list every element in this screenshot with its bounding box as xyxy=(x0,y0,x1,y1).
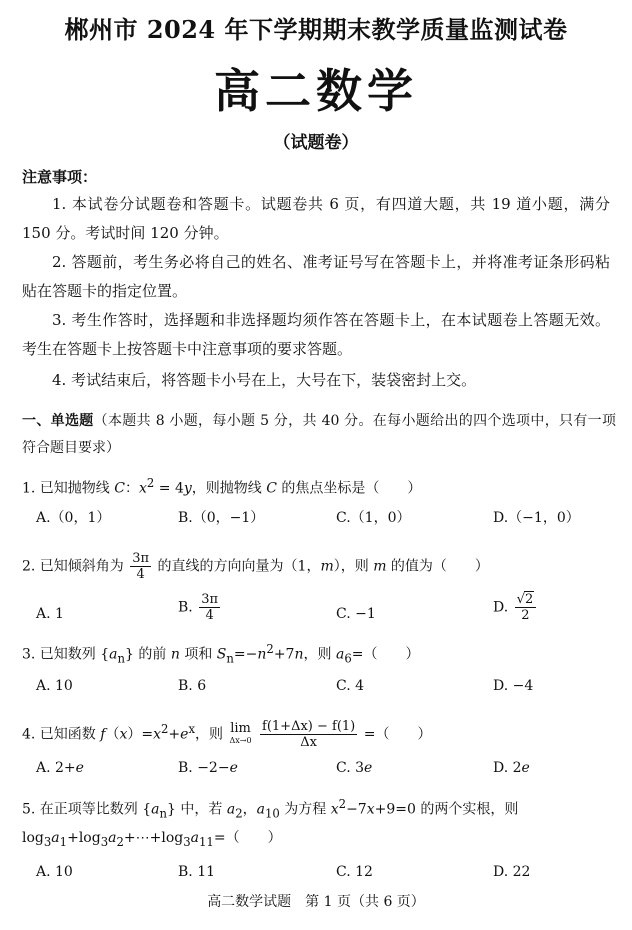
question-4-option-c: C. 3e xyxy=(336,760,373,776)
question-5-option-c: C. 12 xyxy=(336,864,373,880)
section-title: 一、单选题 xyxy=(22,413,94,429)
question-2-option-c: C. −1 xyxy=(336,606,376,622)
question-5-option-a: A. 10 xyxy=(36,864,73,880)
question-5-option-d: D. 22 xyxy=(493,864,531,880)
question-5-option-b: B. 11 xyxy=(178,864,216,880)
notice-item-3: 3. 考生作答时，选择题和非选择题均须作答在答题卡上，在本试题卷上答题无效。考生在答题卡上按答题卡中注意事项的要求答题。 xyxy=(22,311,610,358)
question-5-stem: 5. 在正项等比数列 $\{a_n\}$ 中，若 $a_2$，$a_{10}$ 为方程 $x^2-7x+9=0$ 的两个实根，则 xyxy=(22,797,519,821)
question-4-option-b: B. −2−e xyxy=(178,760,238,776)
question-4-option-a: A. 2+e xyxy=(36,760,84,776)
question-2-angle-fraction: $\frac{3\pi}{4}$ xyxy=(132,551,150,582)
question-4-difference-quotient: $\frac{f(1+\Delta x) - f(1)}{\Delta x}$ xyxy=(262,719,356,751)
question-3-option-c: C. 4 xyxy=(336,678,365,694)
question-3-option-d: D. −4 xyxy=(493,678,534,694)
question-2-option-b: B. $\frac{3\pi}{4}$ xyxy=(178,592,219,623)
question-1-stem: 1. 已知抛物线 C：$x^2 = 4y$，则抛物线 C 的焦点坐标是（ ） xyxy=(22,476,422,497)
exam-title: 郴州市 2024 年下学期期末教学质量监测试卷 xyxy=(64,15,568,44)
section-heading xyxy=(22,408,616,462)
question-5-log-expression: $\log_3a_1+\log_3a_2+\cdots+\log_3a_{11}=$（ ） xyxy=(22,830,282,849)
question-2-stem: 2. 已知倾斜角为 $\frac{3\pi}{4}$ 的直线的方向向量为（1，m），则 m 的值为（ ） xyxy=(22,551,489,582)
notice-item-1: 1. 本试卷分试题卷和答题卡。试题卷共 6 页，有四道大题，共 19 道小题，满分 150 分。考试时间 120 分钟。 xyxy=(22,195,610,242)
question-1-option-a: A.（0，1） xyxy=(36,510,111,526)
subject-title: 高二数学 xyxy=(214,64,418,118)
question-3-option-a: A. 10 xyxy=(36,678,73,694)
question-1-option-d: D.（−1，0） xyxy=(493,510,580,526)
notice-heading: 注意事项： xyxy=(22,168,98,186)
notice-item-2: 2. 答题前，考生务必将自己的姓名、准考证号写在答题卡上，并将准考证条形码粘贴在答题卡的指定位置。 xyxy=(22,253,610,300)
question-4-option-d: D. 2e xyxy=(493,760,530,776)
paper-type-label: （试题卷） xyxy=(273,133,359,153)
question-1-option-b: B.（0，−1） xyxy=(178,510,265,526)
question-2-option-d: D. $\frac{√2}{2}$ xyxy=(493,592,538,623)
question-3-stem: 3. 已知数列 $\{a_n\}$ 的前 n 项和 $S_n=-n^2+7n$，则 $a_6=$（ ） xyxy=(22,642,420,666)
question-2-option-a: A. 1 xyxy=(36,606,64,622)
notice-item-4: 4. 考试结束后，将答题卡小号在上，大号在下，装袋密封上交。 xyxy=(52,371,477,389)
page-footer: 高二数学试题 第 1 页（共 6 页） xyxy=(207,894,425,910)
section-description: （本题共 8 小题，每小题 5 分，共 40 分。在每小题给出的四个选项中，只有一项符合题目要求） xyxy=(22,413,617,456)
question-4-limit: lim Δx→0 xyxy=(229,720,252,745)
question-4-stem: 4. 已知函数 $f(x)=x^2+e^x$，则 lim Δx→0 $\frac{f(1+\Delta x) - f(1)}{\Delta x}$ =（ ） xyxy=(22,719,432,751)
question-1-option-c: C.（1，0） xyxy=(336,510,411,526)
question-3-option-b: B. 6 xyxy=(178,678,207,694)
